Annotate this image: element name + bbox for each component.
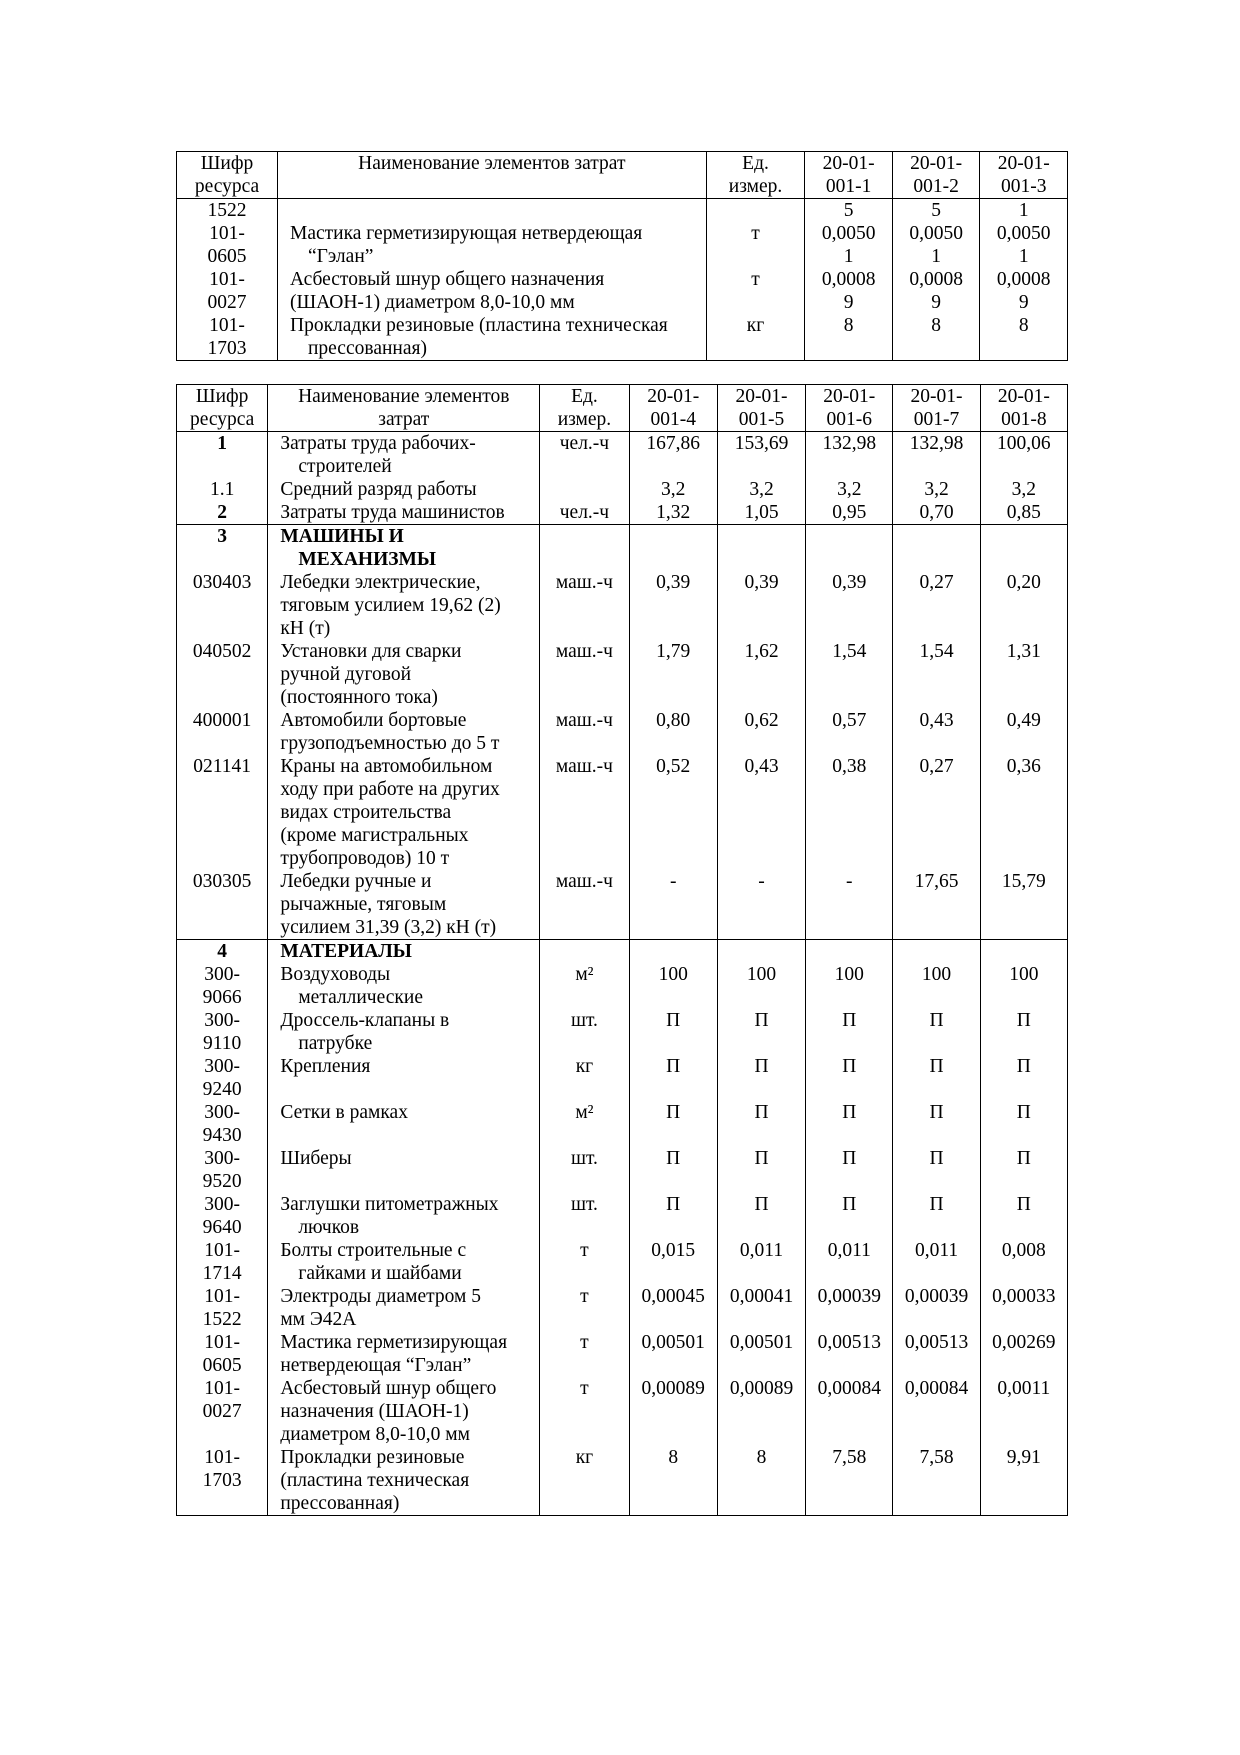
cell-value [893,525,980,572]
cell-code: 101- 1703 [177,314,278,361]
table-row [177,1285,1068,1331]
cell-value: 132,98 [806,432,893,479]
table-row [177,963,1068,1009]
cell-value [629,940,717,964]
cell-name-line: МЕХАНИЗМЫ [298,549,437,570]
cell-value: 0,0008 9 [805,268,893,314]
cell-code: 1 [177,432,268,479]
cell-unit: м² [540,963,629,1009]
table-row [177,314,1068,361]
cell-value: П [893,1101,980,1147]
cell-name-line: Лебедки электрические, [280,572,481,593]
cell-value: 1 [980,199,1068,223]
cell-name-line: рычажные, тяговым [280,894,447,915]
cell-value: 3,2 [629,478,717,501]
cell-name-line: Крепления [280,1056,371,1077]
cell-unit: чел.-ч [540,501,629,525]
cell-value: 0,36 [980,755,1067,870]
cell-code: 4 [177,940,268,964]
header-name: Наименование элементов затрат [277,152,706,199]
cell-value: 100 [629,963,717,1009]
cell-value: 0,39 [629,571,717,640]
table-row [177,1193,1068,1239]
cell-name [268,1009,540,1055]
cell-value: П [893,1147,980,1193]
cell-value: П [980,1101,1067,1147]
cell-name [268,1446,540,1516]
cell-code: 3 [177,525,268,572]
cell-unit: кг [540,1446,629,1516]
cell-name-line: Лебедки ручные и [280,871,432,892]
table-row [177,1147,1068,1193]
cell-value: 0,70 [893,501,980,525]
cell-code: 030305 [177,870,268,940]
cell-value: 0,27 [893,755,980,870]
cell-value: П [717,1055,805,1101]
cell-name-line: Шиберы [280,1148,352,1169]
cell-name [268,432,540,479]
cell-value: 0,00041 [717,1285,805,1331]
header-code: Шифр ресурса [177,385,268,432]
header-col-5: 20-01- 001-5 [717,385,805,432]
cell-value: 0,00501 [629,1331,717,1377]
table-row [177,870,1068,940]
cell-value: 3,2 [980,478,1067,501]
cell-value: П [980,1009,1067,1055]
cell-unit: м² [540,1101,629,1147]
cell-value: 8 [980,314,1068,361]
cell-name-line: Болты строительные с [280,1240,467,1261]
cell-name [268,1101,540,1147]
cell-name-line: патрубке [298,1033,373,1054]
cell-value: 1,32 [629,501,717,525]
cell-value: П [806,1055,893,1101]
cell-code: 030403 [177,571,268,640]
cell-code: 101- 0605 [177,222,278,268]
cell-value [893,940,980,964]
cell-value: 0,00039 [893,1285,980,1331]
cell-name-line: ходу при работе на других [280,779,500,800]
cell-name-line: Сетки в рамках [280,1102,408,1123]
cell-name-line: Затраты труда машинистов [280,502,505,523]
cell-value: 0,0008 9 [892,268,980,314]
cell-value: П [806,1009,893,1055]
cell-value [980,525,1067,572]
cell-name: Асбестовый шнур общего назначения (ШАОН-1) диаметром 8,0-10,0 мм [277,268,706,314]
cell-name [268,1377,540,1446]
header-unit: Ед. измер. [706,152,805,199]
cell-name-line: Затраты труда рабочих- [280,433,476,454]
cell-code: 300- 9640 [177,1193,268,1239]
header-col-4: 20-01- 001-4 [629,385,717,432]
header-col-8: 20-01- 001-8 [980,385,1067,432]
cell-value: 100,06 [980,432,1067,479]
table-row [177,1446,1068,1516]
cell-value: П [893,1193,980,1239]
cell-value: П [629,1147,717,1193]
cell-name-line: Средний разряд работы [280,479,477,500]
header-col-3: 20-01- 001-3 [980,152,1068,199]
cell-name-line: грузоподъемностью до 5 т [280,733,500,754]
cell-unit: т [706,222,805,268]
cell-name-line: тяговым усилием 19,62 (2) [280,595,501,616]
table-row [177,1377,1068,1446]
cell-value: 0,62 [717,709,805,755]
cell-name-line: лючков [298,1217,360,1238]
cell-value: 0,39 [806,571,893,640]
cell-value [717,940,805,964]
cell-value: 3,2 [893,478,980,501]
cell-name [268,1239,540,1285]
cell-name-line: Установки для сварки [280,641,462,662]
cell-name [268,525,540,572]
cell-value: 100 [806,963,893,1009]
cell-code: 300- 9066 [177,963,268,1009]
cell-value: 0,0011 [980,1377,1067,1446]
cell-unit [540,525,629,572]
cell-value: 5 [892,199,980,223]
cell-value: 0,00084 [806,1377,893,1446]
cell-value: 153,69 [717,432,805,479]
cell-name [268,501,540,525]
cell-name [268,940,540,964]
header-name: Наименование элементов затрат [268,385,540,432]
cell-value: 100 [717,963,805,1009]
cell-name [268,870,540,940]
table-row [177,709,1068,755]
table-row [177,755,1068,870]
cell-value: 0,00039 [806,1285,893,1331]
cell-name-line: нетвердеющая “Гэлан” [280,1355,472,1376]
cell-name-line: Асбестовый шнур общего [280,1378,497,1399]
cell-value: 100 [980,963,1067,1009]
cell-value [806,940,893,964]
cell-name [268,755,540,870]
cell-unit [706,199,805,223]
cell-name-line: усилием 31,39 (3,2) кН (т) [280,917,497,938]
cell-value: 5 [805,199,893,223]
cell-value: П [717,1193,805,1239]
cell-name [268,640,540,709]
table-row [177,1239,1068,1285]
cell-value: 0,20 [980,571,1067,640]
cell-code: 300- 9520 [177,1147,268,1193]
cell-name [268,709,540,755]
cell-name-line: Автомобили бортовые [280,710,467,731]
cell-value: 1,54 [893,640,980,709]
cell-value: 0,00513 [806,1331,893,1377]
table-row [177,478,1068,501]
cell-value: 15,79 [980,870,1067,940]
cell-value: 0,00084 [893,1377,980,1446]
cell-value: 0,00045 [629,1285,717,1331]
table-row [177,1055,1068,1101]
cell-name-line: кН (т) [280,618,331,639]
table-row [177,199,1068,223]
cell-unit: маш.-ч [540,755,629,870]
cell-name [268,1147,540,1193]
cell-value: 0,00089 [717,1377,805,1446]
cell-name-line: прессованная) [280,1493,400,1514]
cell-name-line: (постоянного тока) [280,687,438,708]
cell-value: 1,54 [806,640,893,709]
cell-code: 101- 1522 [177,1285,268,1331]
resource-table-1 [176,151,1068,361]
cell-value: 0,011 [717,1239,805,1285]
cell-value: 1,62 [717,640,805,709]
cell-code: 1522 [177,199,278,223]
cell-value: 0,43 [893,709,980,755]
cell-value [980,940,1067,964]
table-row [177,571,1068,640]
resource-table-2 [176,384,1068,1516]
cell-value: 132,98 [893,432,980,479]
cell-name-line: (пластина техническая [280,1470,470,1491]
cell-name-line: (кроме магистральных [280,825,469,846]
cell-name-line: видах строительства [280,802,452,823]
cell-unit: т [540,1285,629,1331]
cell-code: 021141 [177,755,268,870]
cell-value: 0,57 [806,709,893,755]
table-row [177,1009,1068,1055]
cell-unit: чел.-ч [540,432,629,479]
cell-value: - [717,870,805,940]
cell-value: П [717,1009,805,1055]
cell-value: 0,27 [893,571,980,640]
cell-value: П [717,1101,805,1147]
cell-value [717,525,805,572]
cell-name-line: назначения (ШАОН-1) [280,1401,469,1422]
cell-value: 9,91 [980,1446,1067,1516]
cell-value: П [980,1193,1067,1239]
cell-name-line: Мастика герметизирующая [280,1332,508,1353]
header-row [177,152,1068,199]
table-row [177,501,1068,525]
cell-name [268,571,540,640]
cell-code: 101- 1703 [177,1446,268,1516]
cell-value: 1,79 [629,640,717,709]
cell-name: Прокладки резиновые (пластина техническая прессованная) [277,314,706,361]
cell-value: 0,0050 1 [980,222,1068,268]
cell-unit: маш.-ч [540,870,629,940]
cell-value: 0,011 [893,1239,980,1285]
cell-value: 0,0050 1 [892,222,980,268]
cell-value: 0,0008 9 [980,268,1068,314]
cell-name-line: мм Э42А [280,1309,357,1330]
cell-value: П [806,1101,893,1147]
cell-unit: кг [706,314,805,361]
cell-code: 1.1 [177,478,268,501]
cell-code: 101- 1714 [177,1239,268,1285]
cell-value: 8 [805,314,893,361]
cell-code: 300- 9240 [177,1055,268,1101]
cell-value: 8 [892,314,980,361]
cell-name-line: МАШИНЫ И [280,526,404,547]
cell-name-line: строителей [298,456,392,477]
cell-value: 0,008 [980,1239,1067,1285]
cell-unit: шт. [540,1009,629,1055]
cell-value: 7,58 [806,1446,893,1516]
cell-value: 0,85 [980,501,1067,525]
cell-value: 8 [629,1446,717,1516]
cell-name [268,1193,540,1239]
header-col-1: 20-01- 001-1 [805,152,893,199]
cell-value: П [980,1055,1067,1101]
cell-name-line: диаметром 8,0-10,0 мм [280,1424,470,1445]
cell-value: П [629,1055,717,1101]
cell-unit: маш.-ч [540,571,629,640]
cell-name-line: Краны на автомобильном [280,756,493,777]
cell-unit: маш.-ч [540,709,629,755]
cell-value: 0,43 [717,755,805,870]
header-col-7: 20-01- 001-7 [893,385,980,432]
cell-code: 300- 9110 [177,1009,268,1055]
cell-value: 0,00089 [629,1377,717,1446]
cell-value: 0,0050 1 [805,222,893,268]
cell-name [268,478,540,501]
cell-unit: т [540,1377,629,1446]
header-col-2: 20-01- 001-2 [892,152,980,199]
cell-unit: т [706,268,805,314]
cell-unit: т [540,1239,629,1285]
cell-name-line: Заглушки питометражных [280,1194,499,1215]
cell-unit: кг [540,1055,629,1101]
cell-name-line: ручной дуговой [280,664,412,685]
cell-value: 0,00513 [893,1331,980,1377]
cell-value: 0,95 [806,501,893,525]
cell-unit: шт. [540,1147,629,1193]
header-col-6: 20-01- 001-6 [806,385,893,432]
cell-value: П [629,1101,717,1147]
cell-value: 3,2 [806,478,893,501]
cell-name [268,963,540,1009]
table-row [177,525,1068,572]
cell-unit: т [540,1331,629,1377]
cell-name-line: Воздуховоды [280,964,391,985]
cell-value: 0,00033 [980,1285,1067,1331]
cell-value: 100 [893,963,980,1009]
cell-value: П [980,1147,1067,1193]
cell-name [268,1331,540,1377]
header-row [177,385,1068,432]
cell-value: 0,38 [806,755,893,870]
cell-name-line: Дроссель-клапаны в [280,1010,450,1031]
cell-unit: маш.-ч [540,640,629,709]
cell-unit: шт. [540,1193,629,1239]
cell-name [268,1055,540,1101]
cell-value: - [629,870,717,940]
cell-name [277,199,706,223]
cell-unit [540,940,629,964]
cell-value: 3,2 [717,478,805,501]
cell-value: 1,31 [980,640,1067,709]
cell-name-line: металлические [298,987,423,1008]
cell-code: 300- 9430 [177,1101,268,1147]
cell-value [629,525,717,572]
cell-value: 7,58 [893,1446,980,1516]
cell-value: П [629,1009,717,1055]
cell-value: 0,011 [806,1239,893,1285]
cell-name [268,1285,540,1331]
cell-value: П [806,1193,893,1239]
cell-value: П [806,1147,893,1193]
cell-code: 400001 [177,709,268,755]
cell-value: 0,00269 [980,1331,1067,1377]
cell-value: 0,00501 [717,1331,805,1377]
cell-name-line: гайками и шайбами [298,1263,462,1284]
table-row [177,432,1068,479]
cell-value: 0,39 [717,571,805,640]
cell-code: 2 [177,501,268,525]
cell-value: 0,015 [629,1239,717,1285]
cell-value: П [717,1147,805,1193]
cell-value: П [893,1009,980,1055]
table-row [177,268,1068,314]
cell-value: П [629,1193,717,1239]
cell-name-line: МАТЕРИАЛЫ [280,941,412,962]
cell-code: 040502 [177,640,268,709]
cell-value: 17,65 [893,870,980,940]
table-row [177,940,1068,964]
cell-code: 101- 0027 [177,1377,268,1446]
cell-unit [540,478,629,501]
cell-code: 101- 0027 [177,268,278,314]
cell-name: Мастика герметизирующая нетвердеющая “Гэлан” [277,222,706,268]
cell-value: 8 [717,1446,805,1516]
cell-value: 0,52 [629,755,717,870]
cell-name-line: трубопроводов) 10 т [280,848,450,869]
cell-value [806,525,893,572]
header-unit: Ед. измер. [540,385,629,432]
cell-name-line: Электроды диаметром 5 [280,1286,482,1307]
table-row [177,640,1068,709]
cell-value: П [893,1055,980,1101]
table-row [177,1101,1068,1147]
cell-value: 167,86 [629,432,717,479]
table-row [177,222,1068,268]
cell-code: 101- 0605 [177,1331,268,1377]
cell-value: 0,80 [629,709,717,755]
table-row [177,1331,1068,1377]
cell-value: 0,49 [980,709,1067,755]
header-code: Шифр ресурса [177,152,278,199]
cell-value: 1,05 [717,501,805,525]
cell-name-line: Прокладки резиновые [280,1447,465,1468]
cell-value: - [806,870,893,940]
